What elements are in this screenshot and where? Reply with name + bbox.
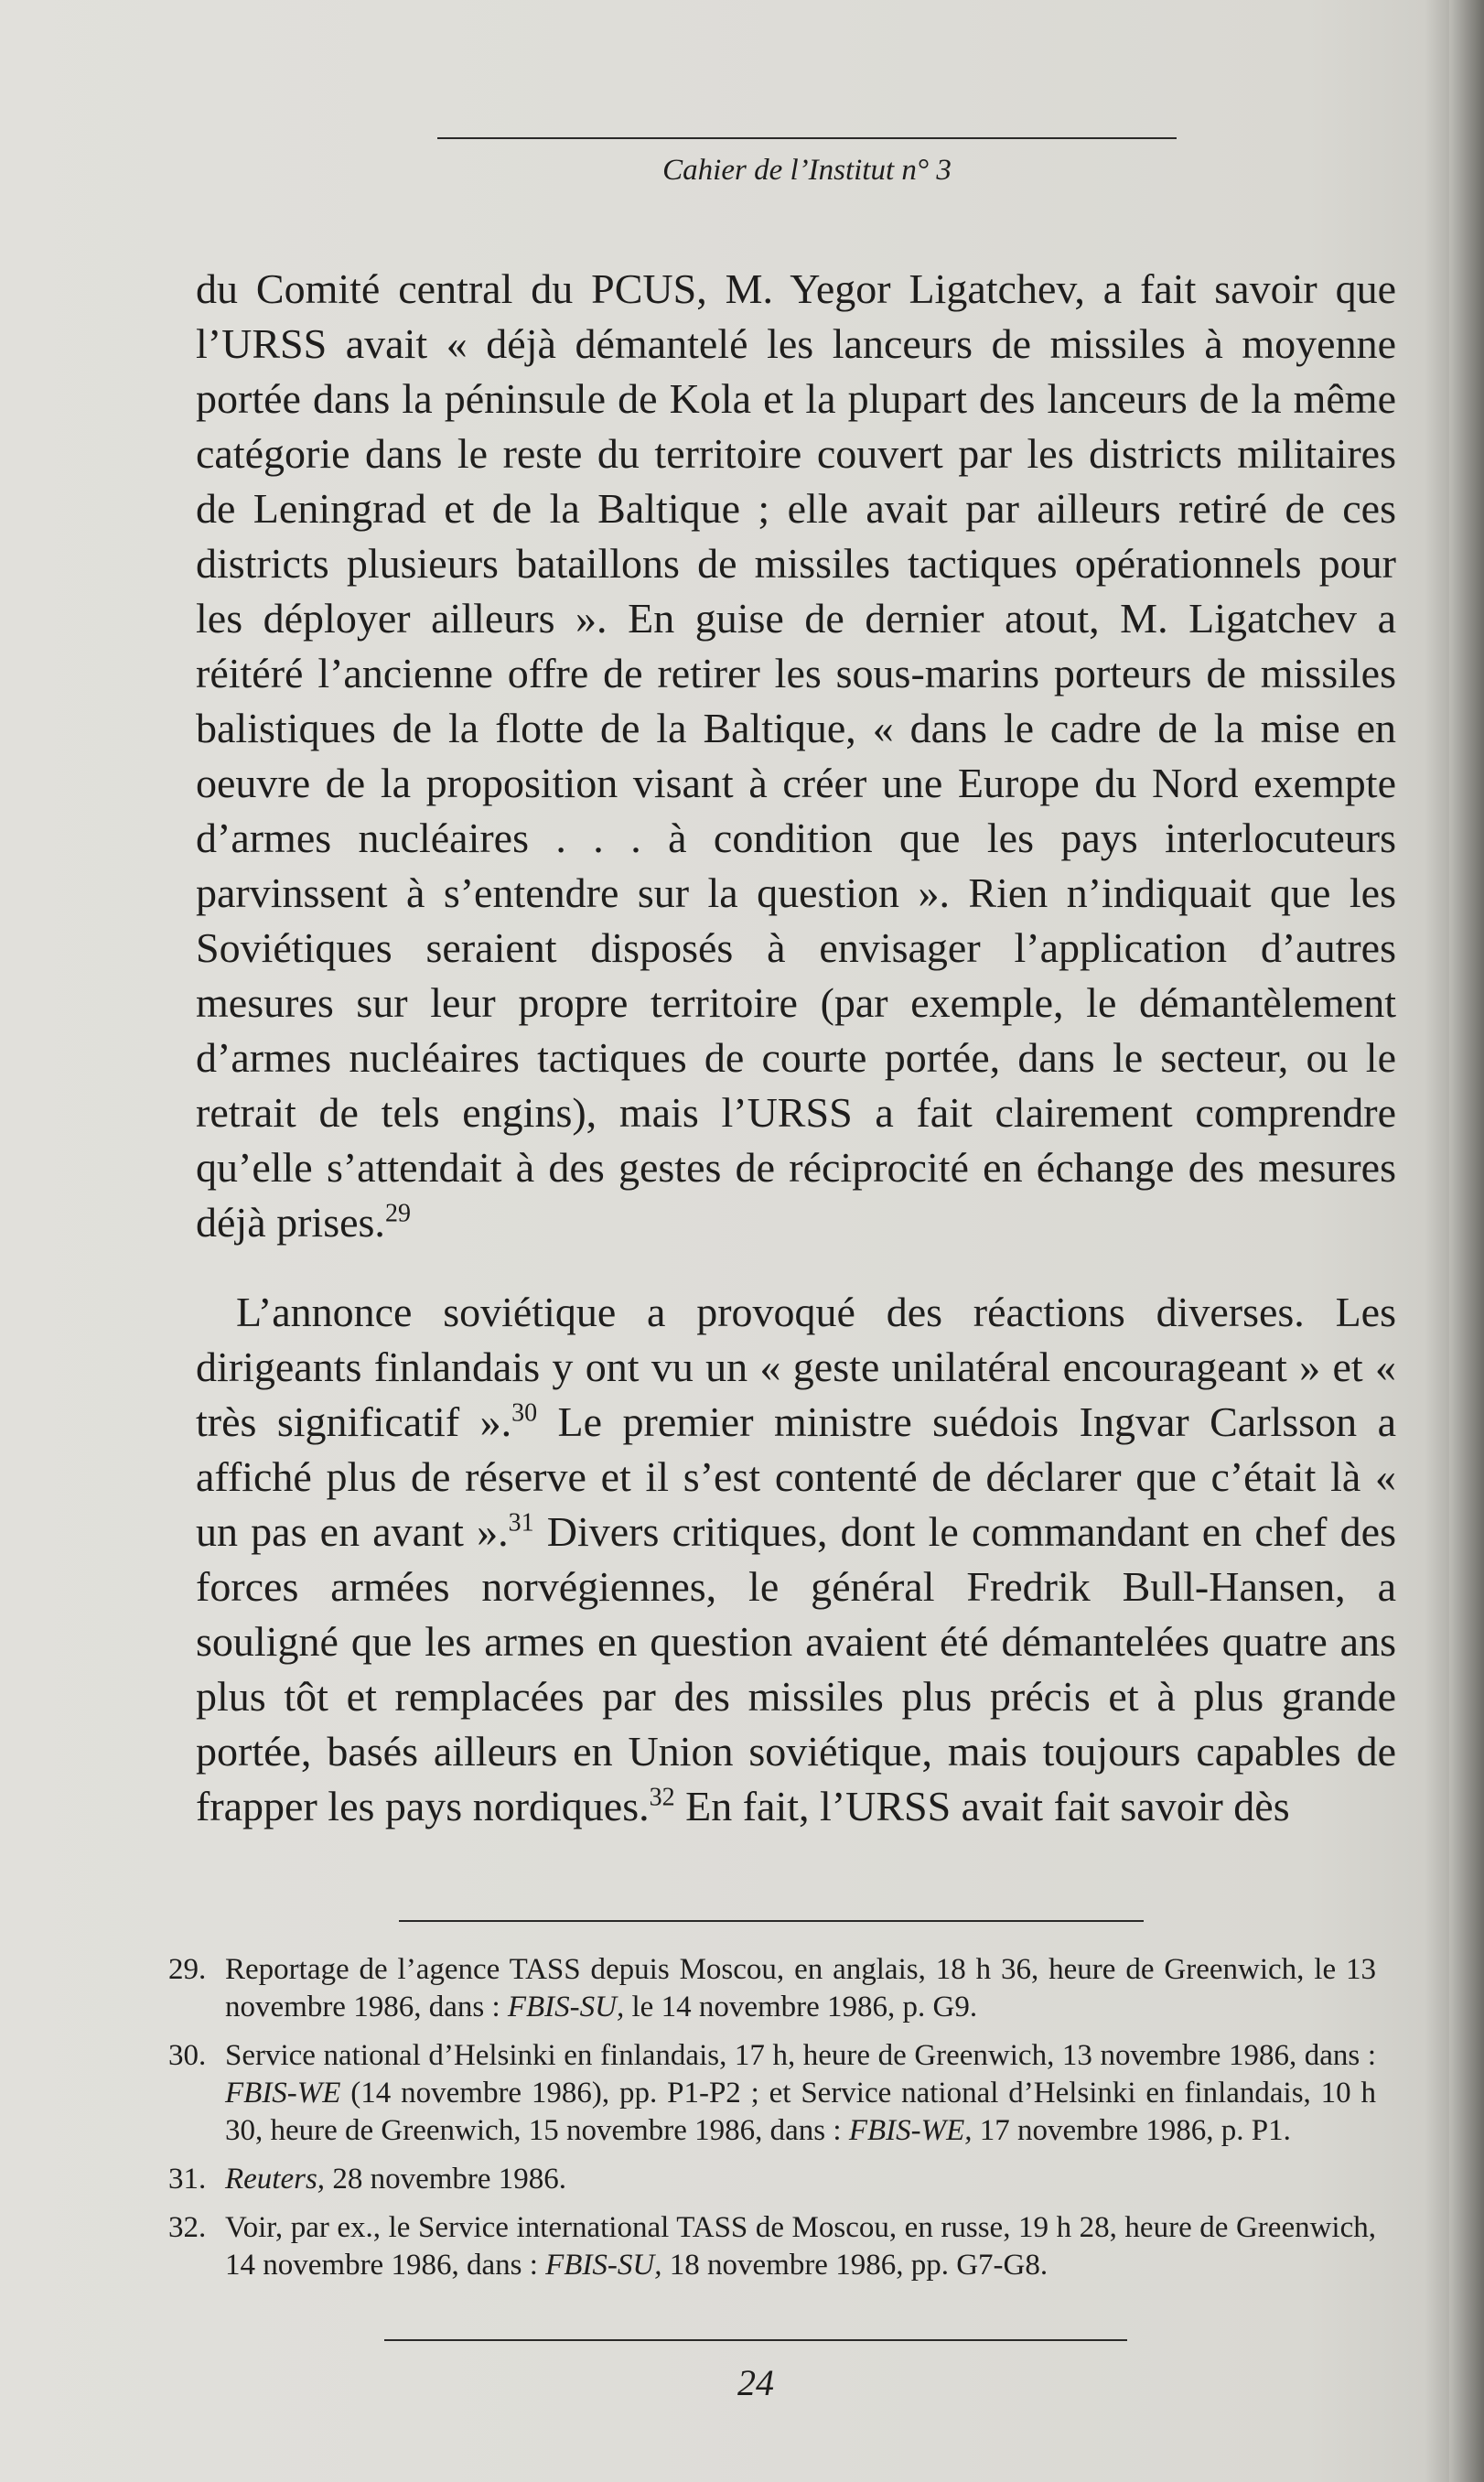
footnote-source: FBIS-SU, <box>507 1991 625 2023</box>
footnote-separator <box>399 1920 1144 1922</box>
footnote-ref-29: 29 <box>384 1199 411 1228</box>
footnote-number: 32. <box>168 2211 207 2244</box>
footnote-source: FBIS-SU, <box>545 2249 662 2282</box>
paragraph-1 <box>196 262 1396 1250</box>
footnote-31 <box>168 2161 1376 2198</box>
page-edge-shadow <box>1449 0 1484 2482</box>
paragraph-2-text-b: Le premier ministre suédois Ingvar Carlsson a affiché plus de réserve et il s’est contenté de déclarer que c’était là « un pas en avant ». <box>196 1398 1396 1555</box>
footnote-30 <box>168 2037 1376 2150</box>
running-head: Cahier de l’Institut n° 3 <box>662 154 952 187</box>
footnote-source: Reuters, <box>225 2163 326 2196</box>
footnote-32 <box>168 2209 1376 2284</box>
footnote-text: Service national d’Helsinki en finlandais, 17 h, heure de Greenwich, 13 novembre 1986, dans : FBIS-WE (14 novembre 1986), pp. P1-P2 ; et Service national d’Helsinki en finlandais, 10 h 30, heure de Greenwich, 15 novembre 1986, dans : FBIS-WE, 17 novembre 1986, p. P1. <box>225 2039 1376 2147</box>
footnote-ref-31: 31 <box>508 1508 534 1538</box>
footnote-source: FBIS-WE, <box>848 2114 973 2147</box>
footnote-text: Voir, par ex., le Service international TASS de Moscou, en russe, 19 h 28, heure de Greenwich, 14 novembre 1986, dans : FBIS-SU, 18 novembre 1986, pp. G7-G8. <box>225 2211 1376 2282</box>
header-rule <box>437 137 1177 139</box>
footnote-number: 31. <box>168 2163 207 2196</box>
footer-rule <box>384 2339 1127 2341</box>
paragraph-2-text-c: Divers critiques, dont le commandant en chef des forces armées norvégiennes, le général Fredrik Bull-Hansen, a souligné que les armes en question avaient été démantelées quatre ans plus tôt et remplacées par des missiles plus précis et à plus grande portée, basés ailleurs en Union soviétique, mais toujours capables de frapper les pays nordiques. <box>196 1508 1396 1829</box>
footnote-29 <box>168 1951 1376 2026</box>
footnote-ref-32: 32 <box>649 1783 675 1812</box>
paragraph-1-text: du Comité central du PCUS, M. Yegor Ligatchev, a fait savoir que l’URSS avait « déjà démantelé les lanceurs de missiles à moyenne portée dans la péninsule de Kola et la plupart des lanceurs de la même catégorie dans le reste du territoire couvert par les districts militaires de Leningrad et de la Baltique ; elle avait par ailleurs retiré de ces districts plusieurs bataillons de missiles tactiques opérationnels pour les déployer ailleurs ». En guise de dernier atout, M. Ligatchev a réitéré l’ancienne offre de retirer les sous-marins porteurs de missiles balistiques de la flotte de la Baltique, « dans le cadre de la mise en oeuvre de la proposition visant à créer une Europe du Nord exempte d’armes nucléaires . . . à condition que les pays interlocuteurs parvinssent à s’entendre sur la question ». Rien n’indiquait que les Soviétiques seraient disposés à envisager l’application d’autres mesures sur leur propre territoire (par exemple, le démantèlement d’armes nucléaires tactiques de courte portée, dans le secteur, ou le retrait de tels engins), mais l’URSS a fait clairement comprendre qu’elle s’attendait à des gestes de réciprocité en échange des mesures déjà prises. <box>196 265 1396 1246</box>
footnote-text: Reuters, 28 novembre 1986. <box>225 2163 567 2196</box>
paragraph-2 <box>196 1285 1396 1834</box>
footnote-ref-30: 30 <box>511 1398 538 1428</box>
paragraph-2-text-a: L’annonce soviétique a provoqué des réactions diverses. Les dirigeants finlandais y ont vu un « geste unilatéral encourageant » et « très significatif ». <box>196 1289 1396 1445</box>
paragraph-2-text-d: En fait, l’URSS avait fait savoir dès <box>674 1783 1290 1829</box>
page-number: 24 <box>737 2362 774 2403</box>
footnotes <box>168 1951 1376 2295</box>
footnote-number: 30. <box>168 2039 207 2072</box>
body-text <box>196 262 1396 1834</box>
footnote-number: 29. <box>168 1953 207 1986</box>
footnote-source: FBIS-WE <box>225 2077 341 2110</box>
footnote-text: Reportage de l’agence TASS depuis Moscou, en anglais, 18 h 36, heure de Greenwich, le 13 novembre 1986, dans : FBIS-SU, le 14 novembre 1986, p. G9. <box>225 1953 1376 2023</box>
